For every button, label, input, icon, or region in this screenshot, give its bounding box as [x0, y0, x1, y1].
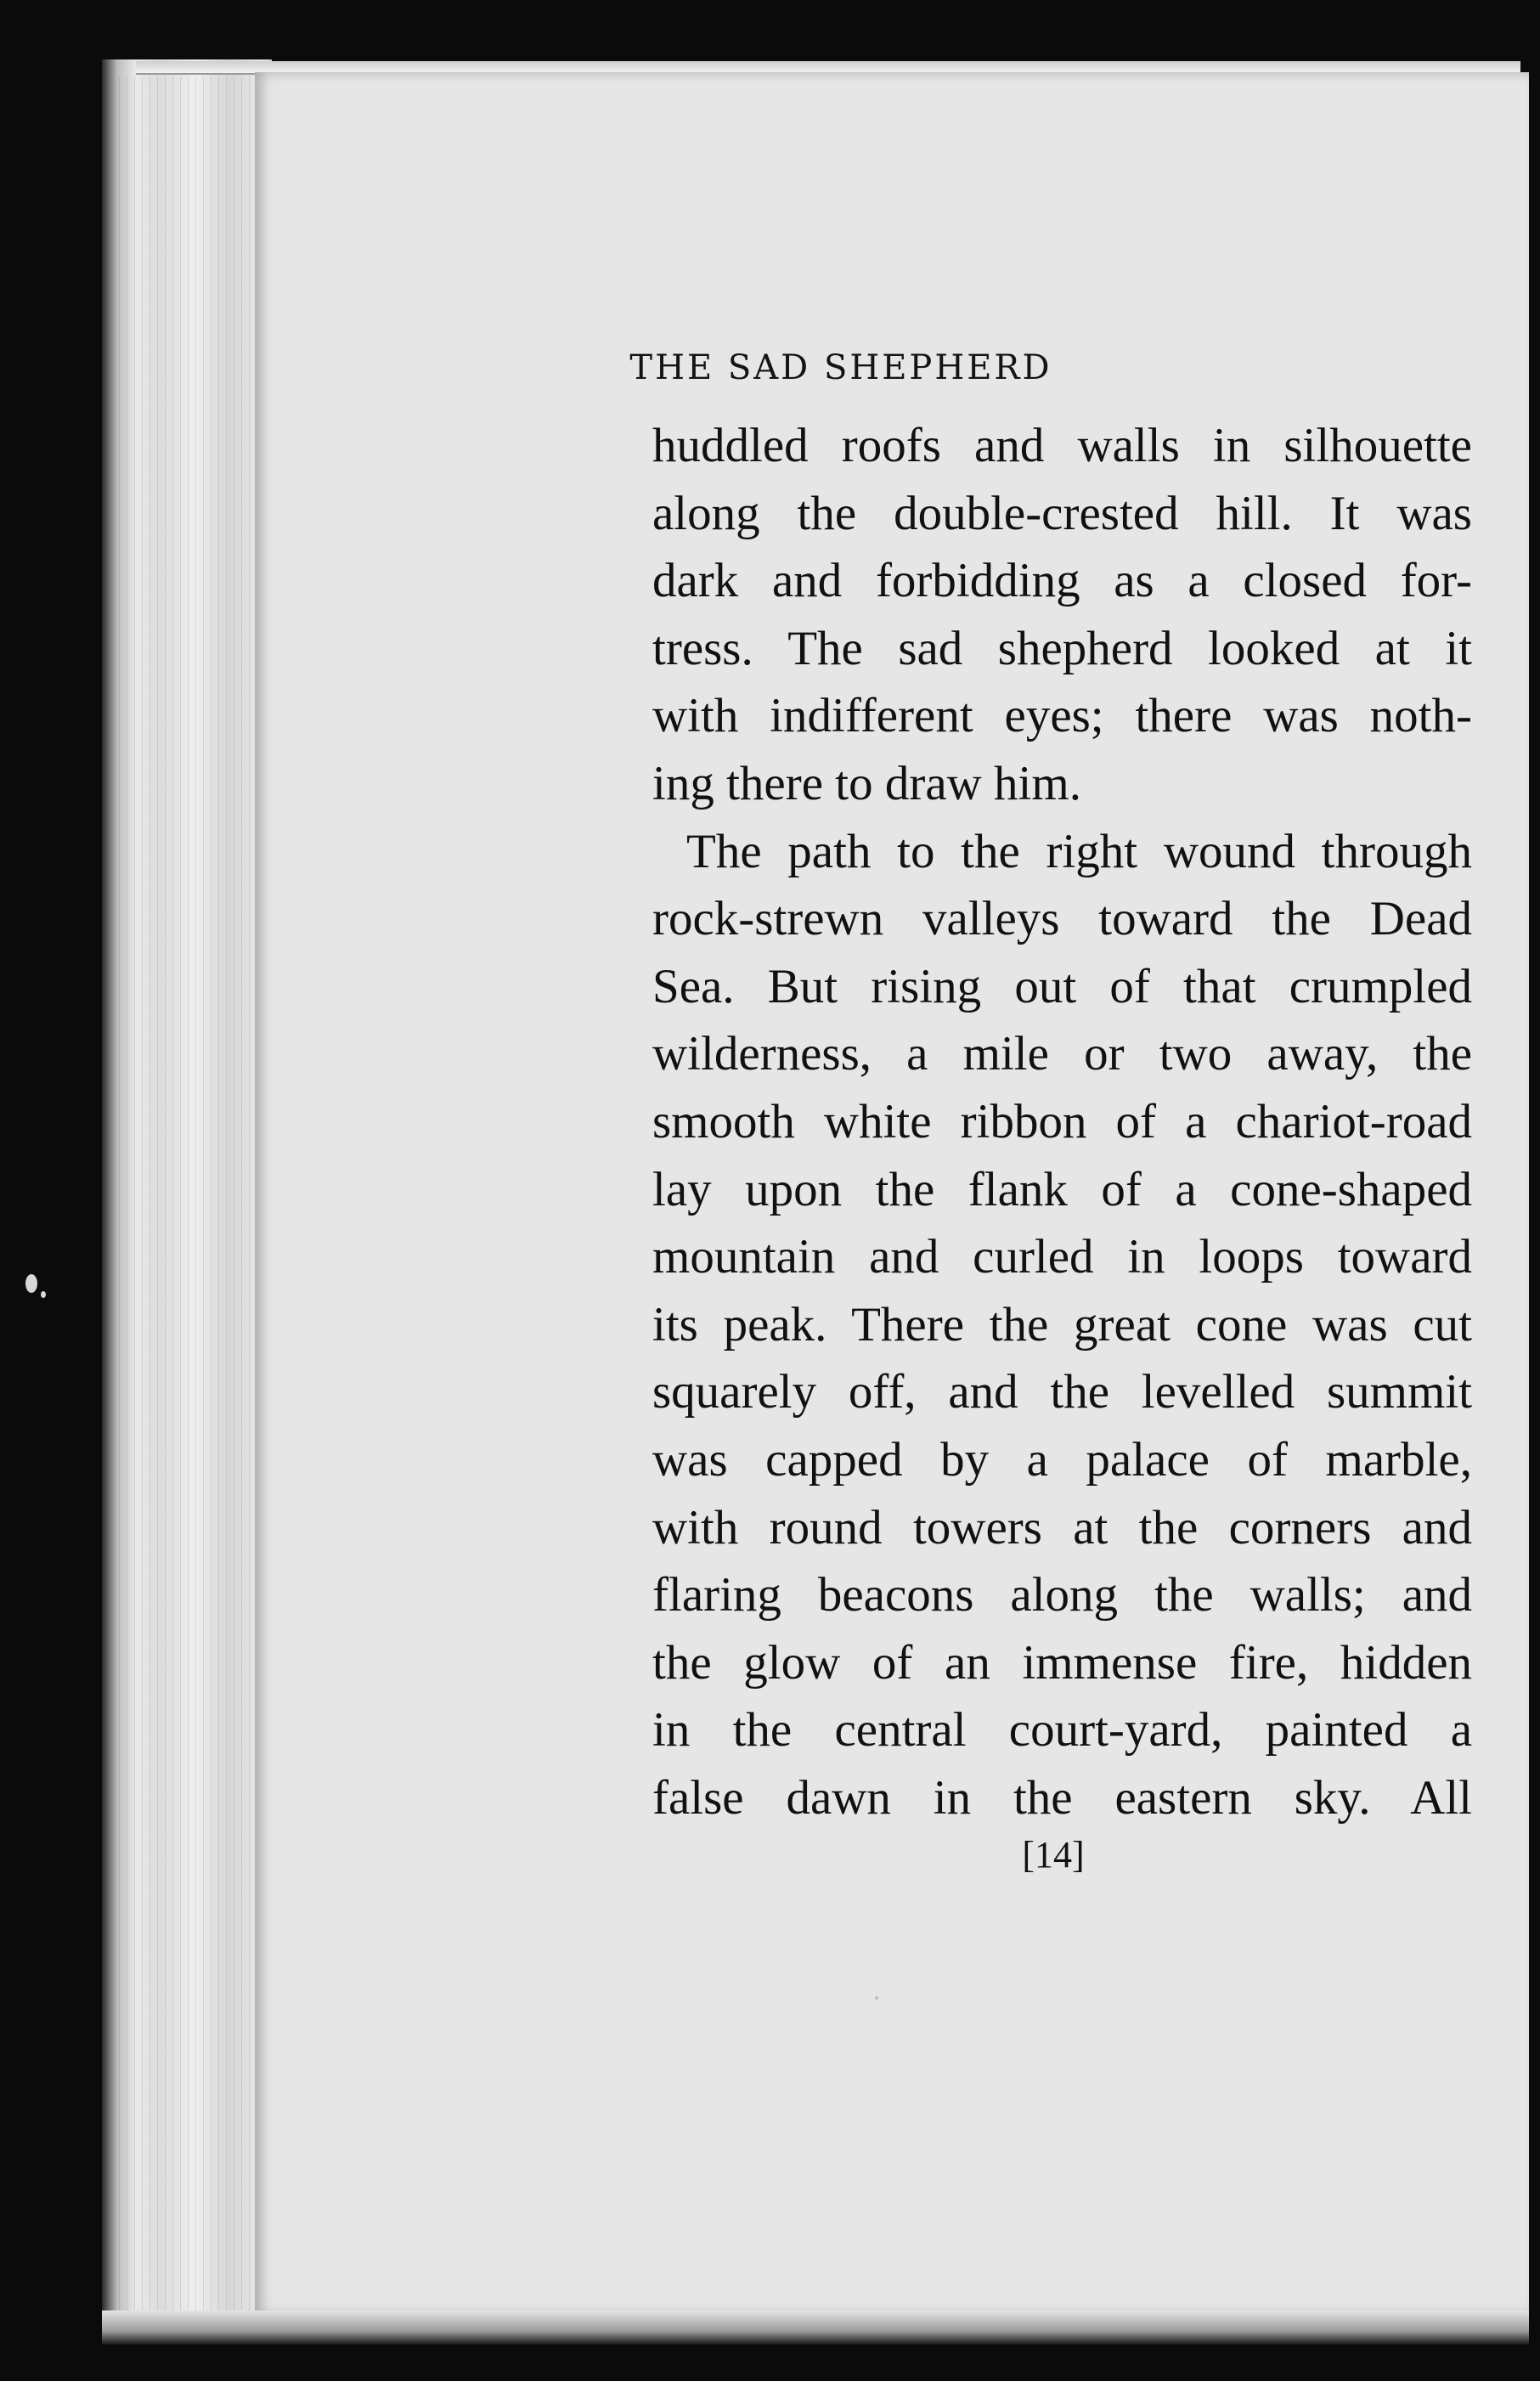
text-line: squarely off, and the levelled summit	[652, 1365, 1472, 1419]
text-line: huddled roofs and walls in silhouette	[652, 419, 1472, 472]
text-line: rock-strewn valleys toward the Dead	[652, 892, 1472, 946]
text-line: dark and forbidding as a closed for-	[652, 554, 1472, 608]
text-line: with indifferent eyes; there was noth-	[652, 689, 1472, 743]
text-line: wilderness, a mile or two away, the	[652, 1027, 1472, 1081]
text-line: with round towers at the corners and	[652, 1500, 1472, 1554]
text-line: false dawn in the eastern sky. All	[652, 1770, 1472, 1825]
text-line: The path to the right wound through	[686, 824, 1472, 878]
paragraph	[652, 412, 1472, 818]
text-line: was capped by a palace of marble,	[652, 1432, 1472, 1487]
running-head: THE SAD SHEPHERD	[629, 348, 1052, 387]
text-line: the glow of an immense fire, hidden	[652, 1635, 1472, 1690]
text-line: flaring beacons along the walls; and	[652, 1568, 1472, 1622]
text-line: Sea. But rising out of that crumpled	[652, 959, 1472, 1013]
text-line: in the central court-yard, painted a	[652, 1703, 1472, 1758]
text-line: lay upon the flank of a cone-shaped	[652, 1162, 1472, 1216]
text-line: tress. The sad shepherd looked at it	[652, 621, 1472, 675]
scan-speck	[41, 1291, 46, 1298]
scan-speck	[875, 1996, 878, 2000]
scan-speck	[25, 1274, 37, 1293]
text-line: along the double-crested hill. It was	[652, 486, 1472, 540]
page-edge-stack	[119, 76, 263, 2319]
paragraph	[652, 818, 1472, 1832]
page-bottom-edge	[102, 2310, 1529, 2344]
text-line: ing there to draw him.	[652, 756, 1081, 810]
page-number: [14]	[1022, 1834, 1085, 1876]
body-text	[652, 412, 1472, 1831]
text-line: smooth white ribbon of a chariot-road	[652, 1094, 1472, 1148]
text-line: mountain and curled in loops toward	[652, 1230, 1472, 1284]
text-line: its peak. There the great cone was cut	[652, 1297, 1472, 1351]
